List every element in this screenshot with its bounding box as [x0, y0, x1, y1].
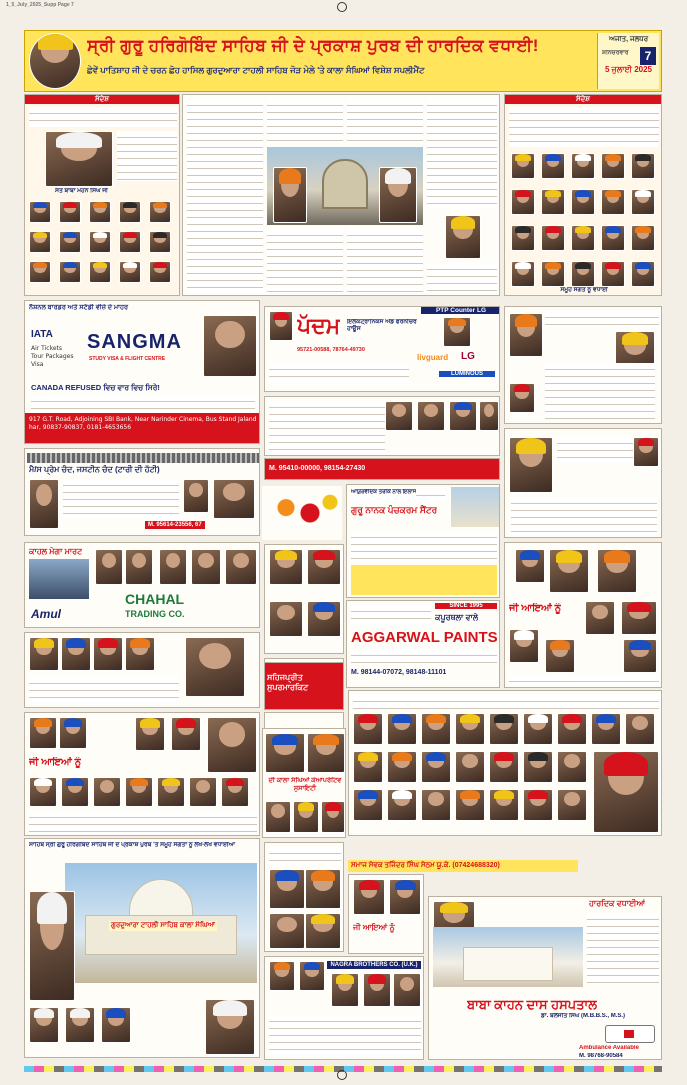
contact-strip: [264, 458, 500, 480]
saint-caption: ਸੰਤ ਬਾਬਾ ਮੋਹਨ ਸਿੰਘ ਜੀ: [55, 188, 108, 194]
welcome-ad-3: [348, 874, 424, 954]
page-number: 7: [640, 47, 656, 65]
padam-title: ਪੱਦਮ: [297, 313, 341, 338]
mart-title: ਕਾਹਲ ਮੇਗਾ ਮਾਰਟ: [29, 547, 83, 556]
welcome-banner-3: ਜੀ ਆਇਆਂ ਨੂੰ: [353, 923, 395, 932]
cooperative-title: ਦੀ ਕਾਲਾ ਸੰਘਿਆਂ ਕੋਆਪਰੇਟਿਵ ਸੁਸਾਇਟੀ: [268, 777, 342, 792]
welcome-ad-left: [24, 632, 260, 708]
panch-ad: [264, 842, 344, 952]
nri-ad: [348, 690, 662, 836]
sangma-ad: [24, 300, 260, 444]
center-article: [182, 94, 500, 296]
right-message-column: [504, 94, 662, 296]
iata-logo: IATA: [31, 329, 53, 340]
masthead: [24, 30, 662, 92]
left-heading: ਸੰਦੇਸ਼: [25, 95, 179, 104]
aggarwal-phone: M. 98144-07072, 98148-11101: [351, 669, 447, 676]
lg-logo: LG: [461, 351, 475, 362]
date: 5 ਜੁਲਾਈ 2025: [604, 65, 653, 74]
masthead-title: ਸ੍ਰੀ ਗੁਰੂ ਹਰਿਗੋਬਿੰਦ ਸਾਹਿਬ ਜੀ ਦੇ ਪ੍ਰਕਾਸ਼ ਪੁਰਬ ਦੀ ਹਾਰਦਿਕ ਵਧਾਈ!: [87, 36, 539, 55]
hospital-doctor: ਡਾ. ਬਲਜੀਤ ਸਿੰਘ (M.B.B.S., M.S.): [541, 1013, 626, 1019]
luminous-logo: LUMINOUS: [439, 371, 495, 377]
gurdwara-strip: ਸਾਹਿਬ ਸ੍ਰੀ ਗੁਰੂ ਹਰਿਗੋਬਿੰਦ ਸਾਹਿਬ ਜੀ ਦੇ ਪ੍ਰਕਾਸ਼ ਪੁਰਬ 'ਤੇ ਸਮੂਹ ਸੰਗਤਾਂ ਨੂੰ ਲੱਖ-ਲੱਖ ਵਧਾਈਆਂ: [29, 842, 236, 848]
nagra-ad: [264, 956, 424, 1060]
sangma-services: Air Tickets Tour Packages Visa: [31, 345, 74, 368]
gurdwara-ad: [24, 838, 260, 1058]
phone-strip: M. 95410-00000, 98154-27430: [269, 465, 366, 472]
article-col-1: [187, 99, 263, 293]
page-slug: 1_5_July_2025_Supp Page 7: [6, 2, 74, 8]
baba-photo: [29, 891, 75, 1001]
weekday: ਸ਼ਨਿਚਰਵਾਰ: [602, 50, 629, 56]
right-heading: ਸੰਦੇਸ਼: [505, 95, 661, 104]
bank-ad: [264, 396, 500, 456]
sangma-refused: CANADA REFUSED ਵਿਚ ਵਾਰ ਵਿਚ ਸਿਰੇ!: [31, 383, 160, 392]
flower-decoration: [262, 486, 342, 540]
right-footer: ਸਮੂਹ ਸੰਗਤ ਨੂੰ ਵਧਾਈ: [560, 287, 608, 293]
livguard-logo: livguard: [417, 353, 449, 362]
welcome-ad-2: [24, 712, 260, 836]
ambulance-icon: [605, 1025, 655, 1043]
sangma-tagline: ਨੈਸ਼ਨਲ ਬਾਰਡਰ ਅਤੇ ਸਟੱਡੀ ਵੀਜ਼ੇ ਦੇ ਮਾਹਰ: [29, 304, 129, 311]
guru-nanak-ad: [346, 484, 500, 598]
sponsor-large-photo: [593, 751, 659, 833]
aggarwal-subtitle: ਕਪੂਰਥਲਾ ਵਾਲੇ: [435, 613, 479, 622]
panchkarma-title: ਗੁਰੂ ਨਾਨਕ ਪੰਚਕਰਮ ਸੈਂਟਰ: [351, 505, 438, 515]
masthead-subtitle: ਛੇਵੇਂ ਪਾਤਿਸ਼ਾਹ ਜੀ ਦੇ ਚਰਨ ਛੋਹ ਹਾਸਿਲ ਗੁਰਦੁਆਰਾ ਟਾਹਲੀ ਸਾਹਿਬ ਜੋੜ ਮੇਲੇ 'ਤੇ ਕਾਲਾ ਸੰਘਿਆਂ ਵਿਸ਼ੇਸ਼ ਸਪਲੀਮੈਂਟ: [87, 65, 425, 75]
hospital-building: [433, 927, 583, 987]
hospital-banner: ਹਾਰਦਿਕ ਵਧਾਈਆਂ: [589, 899, 646, 908]
sehjpreet-supermarket-ad: [264, 662, 344, 710]
prem-chand-title: ਮੈ/ਸ ਪ੍ਰੇਮ ਚੰਦ, ਜਸਟੀਨ ਚੰਦ (ਟਾਰੀ ਦੀ ਹੱਟੀ): [29, 465, 160, 474]
sangma-brand-sub: STUDY VISA & FLIGHT CENTRE: [89, 356, 166, 362]
consultant-photo: [203, 315, 257, 377]
left-message-column: [24, 94, 180, 296]
nri-strip: ਸਮਾਜ ਸੇਵਕ ਤਜਿੰਦਰ ਸਿੰਘ ਸੇਠਮ ਯੂ.ਕੇ. (07424688320): [348, 860, 578, 872]
gurdwara-photo: [267, 147, 423, 225]
padam-phone: 95721-00588, 78764-49730: [297, 347, 365, 353]
author-photo: [445, 215, 481, 259]
sangma-brand: SANGMA: [87, 331, 182, 353]
prem-chand-phone: M. 95614-23556, 67: [145, 521, 205, 529]
cooperative-society-ad: [262, 728, 346, 838]
gurdwara-caption: ਗੁਰਦੁਆਰਾ ਟਾਹਲੀ ਸਾਹਿਬ ਕਾਲਾ ਸੰਘਿਆਂ: [111, 922, 216, 929]
left-text: [29, 107, 177, 127]
welcome-banner-2: ਜੀ ਆਇਆਂ ਨੂੰ: [29, 757, 82, 768]
ptp-counter: PTP Counter LG: [421, 307, 500, 314]
hospital-phone: M. 98768-90584: [579, 1053, 623, 1059]
chahal-ad: [24, 542, 260, 628]
prem-chand-ad: [24, 448, 260, 536]
aggarwal-ad: [346, 600, 500, 688]
hospital-title: ਬਾਬਾ ਕਾਹਨ ਦਾਸ ਹਸਪਤਾਲ: [467, 997, 598, 1012]
registration-mark-top: [337, 2, 347, 12]
ambulance-label: Ambulance Available: [579, 1045, 639, 1051]
birthday-ad: [504, 428, 662, 538]
color-bar: [24, 1066, 662, 1072]
hospital-ad: [428, 896, 662, 1060]
article-col-2: [267, 99, 343, 143]
rajinder-ad: [504, 306, 662, 424]
sponsors-ad: [264, 544, 344, 654]
guru-portrait: [29, 33, 81, 89]
aggarwal-title: AGGARWAL PAINTS: [351, 629, 498, 646]
padam-ad: [264, 306, 500, 392]
date-box: [597, 33, 659, 89]
padam-subtitle: ਇਲੈਕਟ੍ਰਾਨਿਕਸ ਐਂਡ ਫਰਨੀਚਰ ਹਾਊਸ: [347, 319, 417, 332]
article-col-4: [427, 99, 497, 209]
amul-logo: Amul: [31, 607, 61, 621]
welcome-ad-right: [504, 542, 662, 688]
welcome-banner: ਜੀ ਆਇਆਂ ਨੂੰ: [509, 603, 562, 614]
aggarwal-since: SINCE 1995: [435, 603, 497, 609]
saint-photo: [45, 131, 113, 187]
chahal-brand: CHAHAL: [125, 591, 185, 607]
paper-name: ਅਜੀਤ, ਜਲੰਧਰ: [608, 36, 649, 43]
sehjpreet-title: ਸਹਿਜਪ੍ਰੀਤ ਸੁਪਰਮਾਰਕਿਟ: [267, 673, 309, 692]
article-col-3: [347, 99, 423, 143]
panchkarma-strap: ਆਯੁਰਵੈਦਿਕ ਤਰੀਕੇ ਨਾਲ ਇਲਾਜ: [351, 489, 417, 495]
nagra-title: NAGRA BROTHERS CO. (U.K.): [327, 961, 421, 969]
chahal-brand-sub: TRADING CO.: [125, 609, 185, 619]
sangma-address: 917 G.T. Road, Adjoining SBI Bank, Near Narinder Cinema, Bus Stand Jalandhar, 90837-90837, 0181-4653656: [25, 413, 260, 444]
steel-rods: [27, 453, 259, 463]
